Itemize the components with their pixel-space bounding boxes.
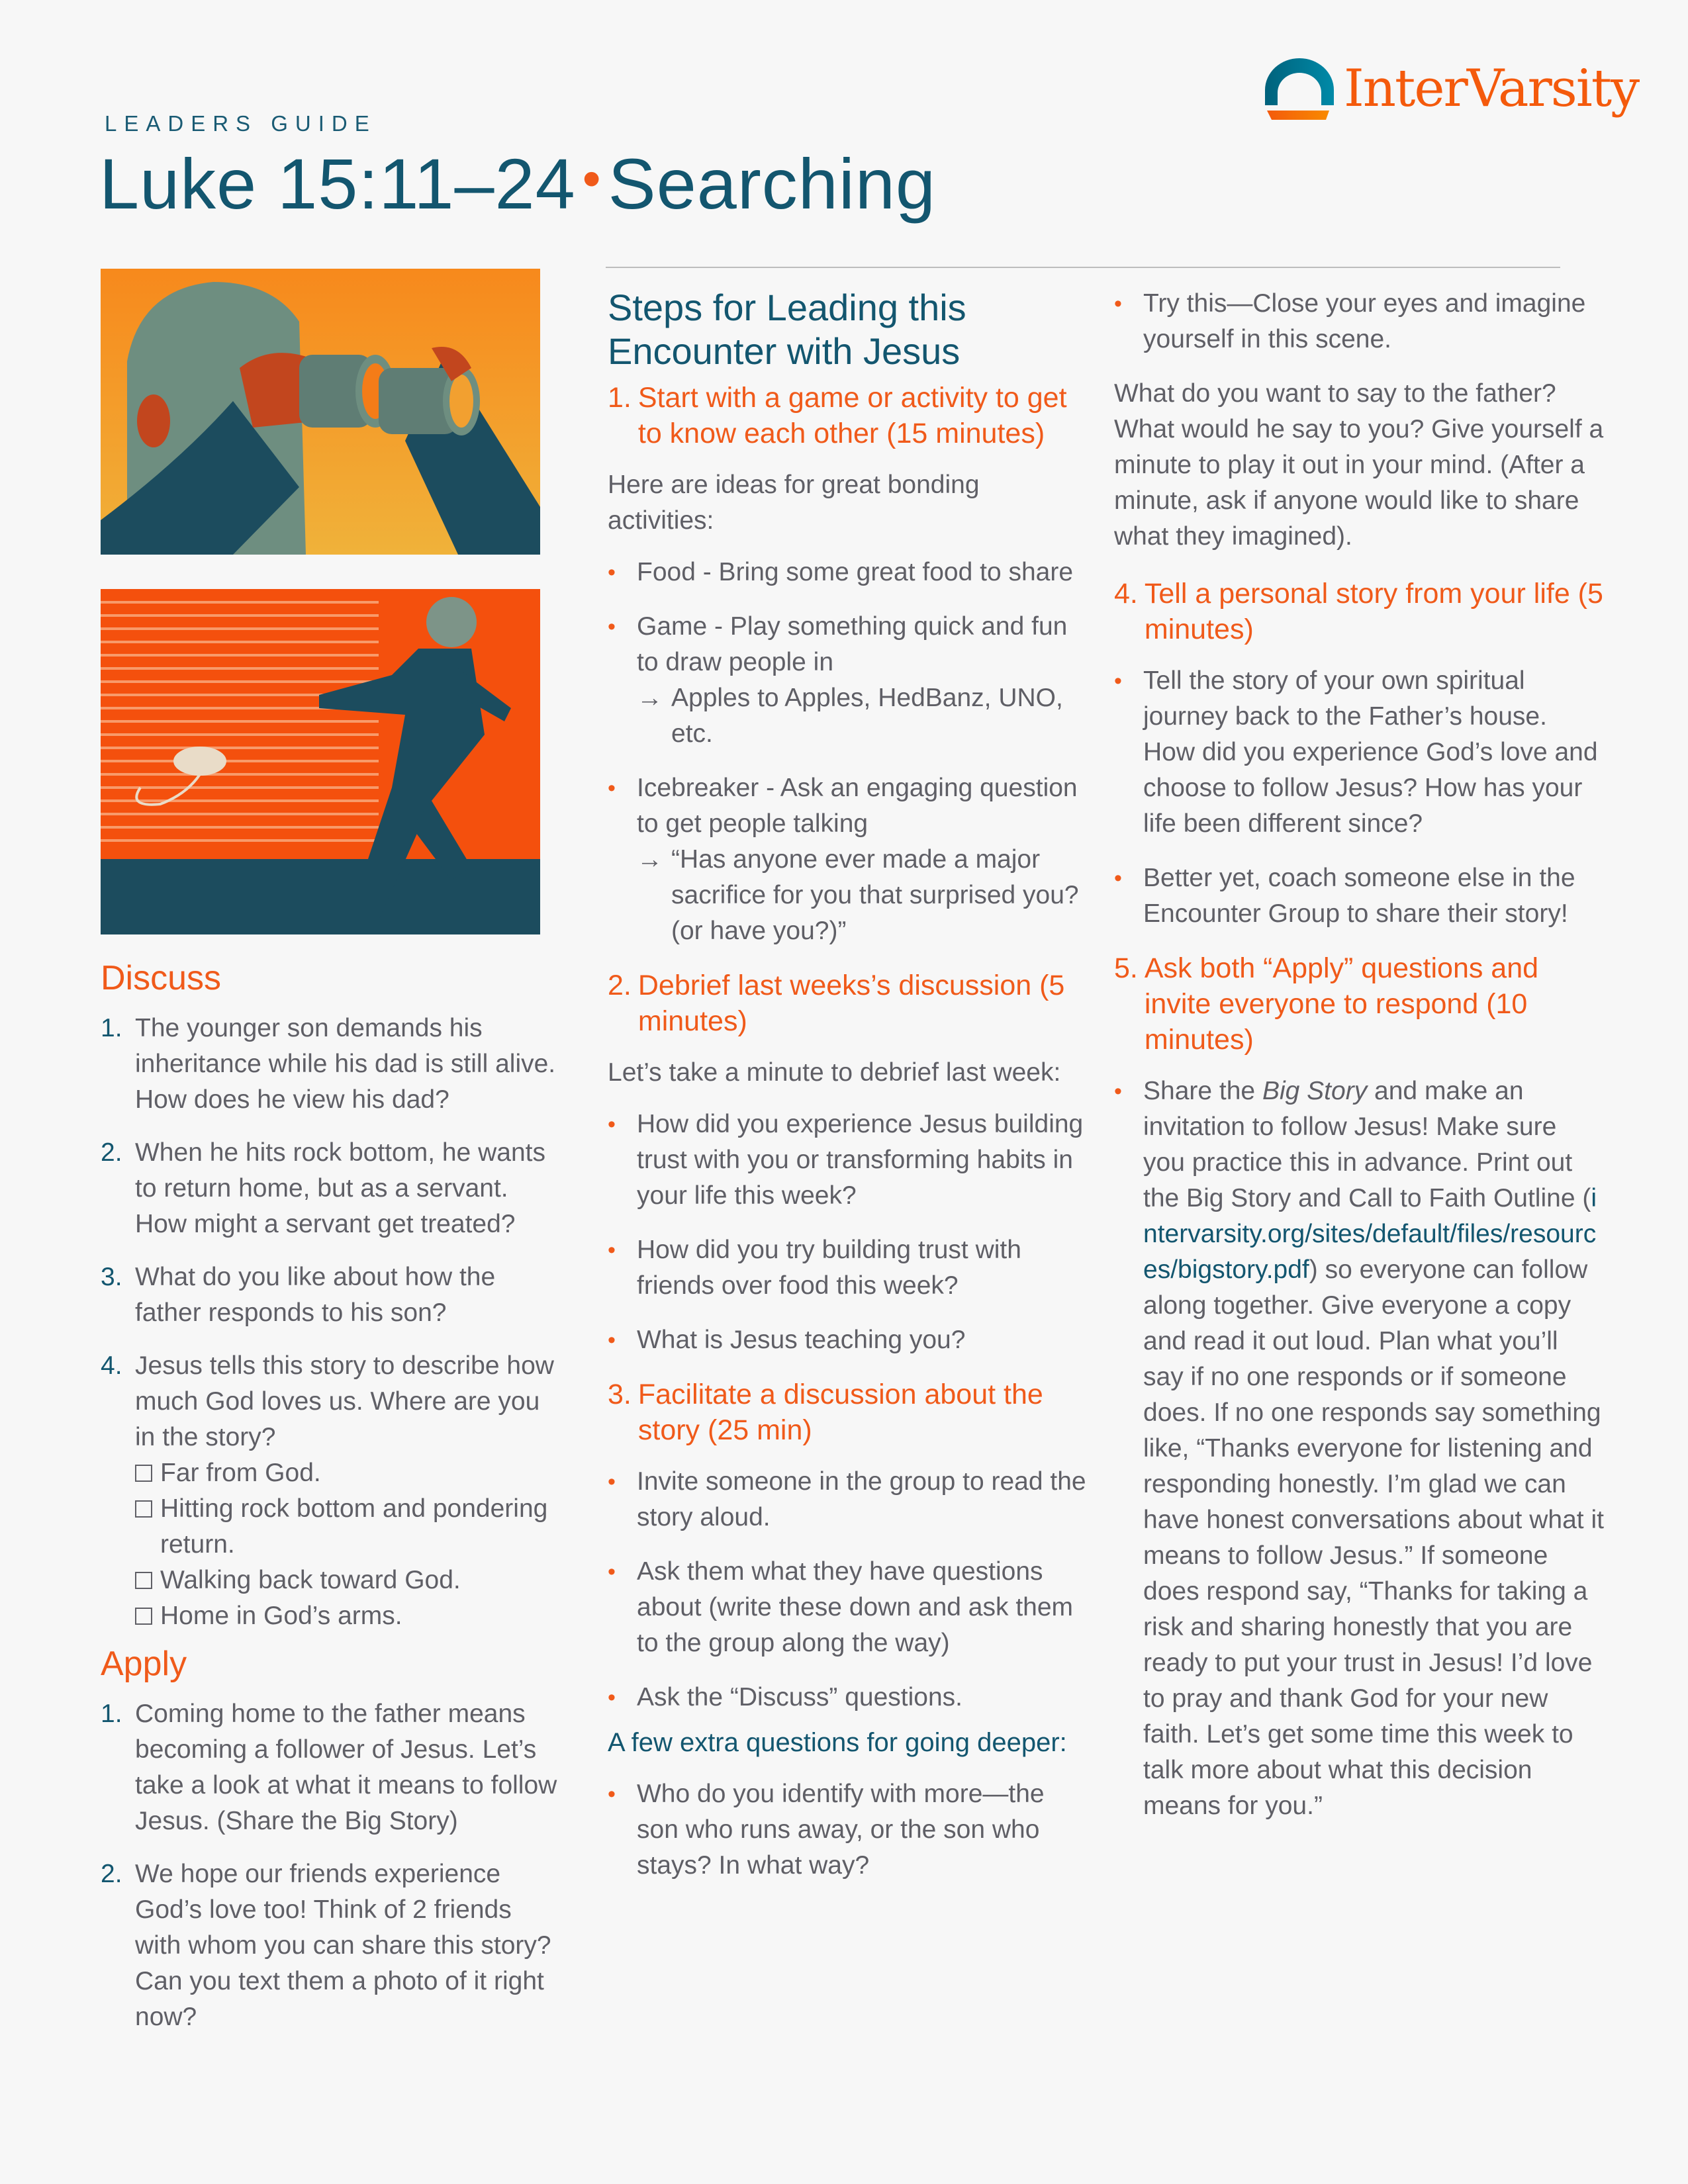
bullet-text: Ask them what they have questions about (write these down and ask them to the group along the way) — [637, 1557, 1074, 1657]
item-number: 4. — [101, 1351, 122, 1380]
intervarsity-logo — [1263, 56, 1638, 122]
checkbox-option[interactable] — [135, 1598, 564, 1634]
bullet-text: Try this—Close your eyes and imagine yourself in this scene. — [1143, 289, 1586, 353]
discuss-heading: Discuss — [101, 959, 222, 997]
item-number: 2. — [101, 1860, 122, 1888]
bullet-text: How did you try building trust with friends over food this week? — [637, 1236, 1021, 1300]
bullet-text: How did you experience Jesus building trust with you or transforming habits in your life this week? — [637, 1110, 1084, 1210]
checkbox-icon[interactable] — [135, 1572, 152, 1589]
discuss-item — [101, 1011, 564, 1118]
bullet-icon: • — [608, 1238, 616, 1263]
bullet-icon: • — [608, 1782, 616, 1807]
checkbox-icon[interactable] — [135, 1608, 152, 1625]
big-story-emphasis: Big Story — [1262, 1077, 1368, 1105]
step-number: 5. — [1114, 952, 1138, 984]
bullet-item — [608, 1232, 1091, 1304]
bullet-text: Invite someone in the group to read the story aloud. — [637, 1467, 1086, 1531]
bullet-icon: • — [1114, 291, 1122, 316]
bullet-item — [608, 1680, 1091, 1715]
step-number: 1. — [608, 382, 632, 414]
option-label: Hitting rock bottom and pondering return. — [160, 1494, 548, 1559]
item-text: When he hits rock bottom, he wants to return home, but as a servant. How might a servant get treated? — [135, 1138, 545, 1238]
bullet-item — [608, 1464, 1091, 1535]
step-1-intro: Here are ideas for great bonding activities: — [608, 471, 980, 535]
bullet-text: Game - Play something quick and fun to draw people in — [637, 612, 1068, 676]
bullet-item — [608, 555, 1091, 590]
apply-heading: Apply — [101, 1645, 187, 1683]
step-number: 3. — [608, 1379, 632, 1410]
bullet-item — [608, 609, 1091, 752]
arrow-icon: → — [637, 845, 663, 874]
bullet-icon: • — [608, 776, 616, 801]
bullet-icon: • — [1114, 866, 1122, 891]
bullet-item — [1114, 663, 1604, 842]
checkbox-option[interactable] — [135, 1455, 564, 1491]
step-title: Facilitate a discussion about the story (25 min) — [637, 1379, 1043, 1446]
bullet-item — [1114, 1073, 1604, 1824]
step-2-heading — [608, 968, 1091, 1039]
item-number: 1. — [101, 1700, 122, 1728]
bullet-item — [608, 1554, 1091, 1661]
bullet-item — [608, 770, 1091, 949]
bullet-text: What is Jesus teaching you? — [637, 1326, 966, 1354]
step-4-heading — [1114, 576, 1604, 647]
step-title: Ask both “Apply” questions and invite everyone to respond (10 minutes) — [1144, 952, 1539, 1056]
step-title: Start with a game or activity to get to know each other (15 minutes) — [637, 382, 1067, 449]
apply-item — [101, 1856, 564, 2035]
bullet-item — [1114, 286, 1604, 357]
right-column — [1114, 286, 1604, 1843]
checkbox-option[interactable] — [135, 1491, 564, 1563]
bullet-icon: • — [1114, 1079, 1122, 1104]
bullet-icon: • — [608, 614, 616, 639]
apply-item — [101, 1696, 564, 1839]
steps-heading: Steps for Leading this Encounter with Jesus — [608, 287, 966, 372]
step-5-heading — [1114, 950, 1604, 1058]
bullet-text: Icebreaker - Ask an engaging question to get people talking — [637, 774, 1078, 838]
checkbox-icon[interactable] — [135, 1465, 152, 1482]
leaders-guide-label: LEADERS GUIDE — [105, 111, 377, 136]
item-text: Jesus tells this story to describe how much God loves us. Where are you in the story? — [135, 1351, 554, 1451]
bullet-icon: • — [608, 1685, 616, 1710]
page-title — [99, 142, 936, 225]
bullet-text: Share the — [1143, 1077, 1262, 1105]
option-label: Far from God. — [160, 1459, 321, 1487]
item-text: What do you like about how the father responds to his son? — [135, 1263, 496, 1327]
sub-text: “Has anyone ever made a major sacrifice for you that surprised you? (or have you?)” — [671, 845, 1079, 945]
item-text: We hope our friends experience God’s love too! Think of 2 friends with whom you can share this story? Can you text them a photo of it right now? — [135, 1860, 551, 2031]
bullet-item — [608, 1322, 1091, 1358]
bullet-icon: • — [608, 560, 616, 585]
option-label: Home in God’s arms. — [160, 1602, 402, 1630]
discuss-item — [101, 1259, 564, 1331]
middle-column — [608, 286, 1091, 1902]
step-3-heading — [608, 1377, 1091, 1448]
item-text: The younger son demands his inheritance while his dad is still alive. How does he view his dad? — [135, 1014, 556, 1114]
step-1-heading — [608, 380, 1091, 451]
bullet-text: and make an invitation to follow Jesus! Make sure you practice this in advance. Print out the Big Story and Call to Faith Outline ( — [1143, 1077, 1591, 1212]
item-text: Coming home to the father means becoming a follower of Jesus. Let’s take a look at what it means to follow Jesus. (Share the Big Story) — [135, 1700, 557, 1835]
arrow-icon: → — [637, 684, 663, 712]
bullet-icon: • — [608, 1469, 616, 1494]
title-reference: Luke 15:11–24 — [99, 144, 576, 224]
bullet-text: Who do you identify with more—the son who runs away, or the son who stays? In what way? — [637, 1780, 1045, 1880]
sub-text: Apples to Apples, HedBanz, UNO, etc. — [671, 684, 1063, 748]
bullet-text: ) so everyone can follow along together. Give everyone a copy and read it out loud. Plan what you’ll say if no one responds or if someone does. If no one responds say something like, “Thanks everyone for listening and responding honestly. I’m glad we can have honest conversations about what it means to follow Jesus.” If someone does respond say, “Thanks for taking a risk and sharing honestly that you are ready to put your trust in Jesus! I’d love to pray and thank God for your new faith. Let’s get some time this week to talk more about what this decision means for you.” — [1143, 1255, 1604, 1820]
top-divider — [606, 267, 1560, 268]
step-number: 2. — [608, 970, 632, 1001]
bullet-item — [608, 1107, 1091, 1214]
running-son-illustration — [101, 589, 540, 934]
checkbox-icon[interactable] — [135, 1500, 152, 1518]
discuss-item — [101, 1348, 564, 1634]
bullet-icon: • — [1114, 668, 1122, 694]
left-column — [101, 955, 564, 2052]
imagine-paragraph: What do you want to say to the father? What would he say to you? Give yourself a minute to play it out in your mind. (After a minute, ask if anyone would like to share what they imagined). — [1114, 379, 1604, 551]
step-number: 4. — [1114, 578, 1138, 610]
bullet-text: Food - Bring some great food to share — [637, 558, 1074, 586]
title-topic: Searching — [608, 144, 936, 224]
bigstory-link[interactable]: intervarsity.org/sites/default/files/resources/bigstory.pdf — [1143, 1184, 1597, 1284]
binoculars-illustration — [101, 269, 540, 555]
step-title: Tell a personal story from your life (5 minutes) — [1144, 578, 1603, 645]
item-number: 1. — [101, 1014, 122, 1042]
bullet-icon: • — [608, 1112, 616, 1137]
bullet-item — [608, 1776, 1091, 1884]
bullet-icon: • — [608, 1328, 616, 1353]
bullet-icon: • — [608, 1559, 616, 1584]
logo-text: InterVarsity — [1344, 59, 1639, 118]
bullet-text: Ask the “Discuss” questions. — [637, 1683, 963, 1711]
title-separator: • — [582, 149, 602, 208]
bullet-text: Better yet, coach someone else in the Encounter Group to share their story! — [1143, 864, 1575, 928]
discuss-item — [101, 1135, 564, 1242]
item-number: 3. — [101, 1263, 122, 1291]
deeper-heading: A few extra questions for going deeper: — [608, 1728, 1067, 1757]
bullet-text: Tell the story of your own spiritual journey back to the Father’s house. How did you experience God’s love and choose to follow Jesus? How has your life been different since? — [1143, 666, 1598, 838]
checkbox-option[interactable] — [135, 1563, 564, 1598]
option-label: Walking back toward God. — [160, 1566, 461, 1594]
bullet-item — [1114, 860, 1604, 932]
step-title: Debrief last weeks’s discussion (5 minutes) — [637, 970, 1065, 1037]
item-number: 2. — [101, 1138, 122, 1167]
logo-arch-book-icon — [1263, 56, 1336, 122]
step-2-intro: Let’s take a minute to debrief last week: — [608, 1058, 1061, 1087]
